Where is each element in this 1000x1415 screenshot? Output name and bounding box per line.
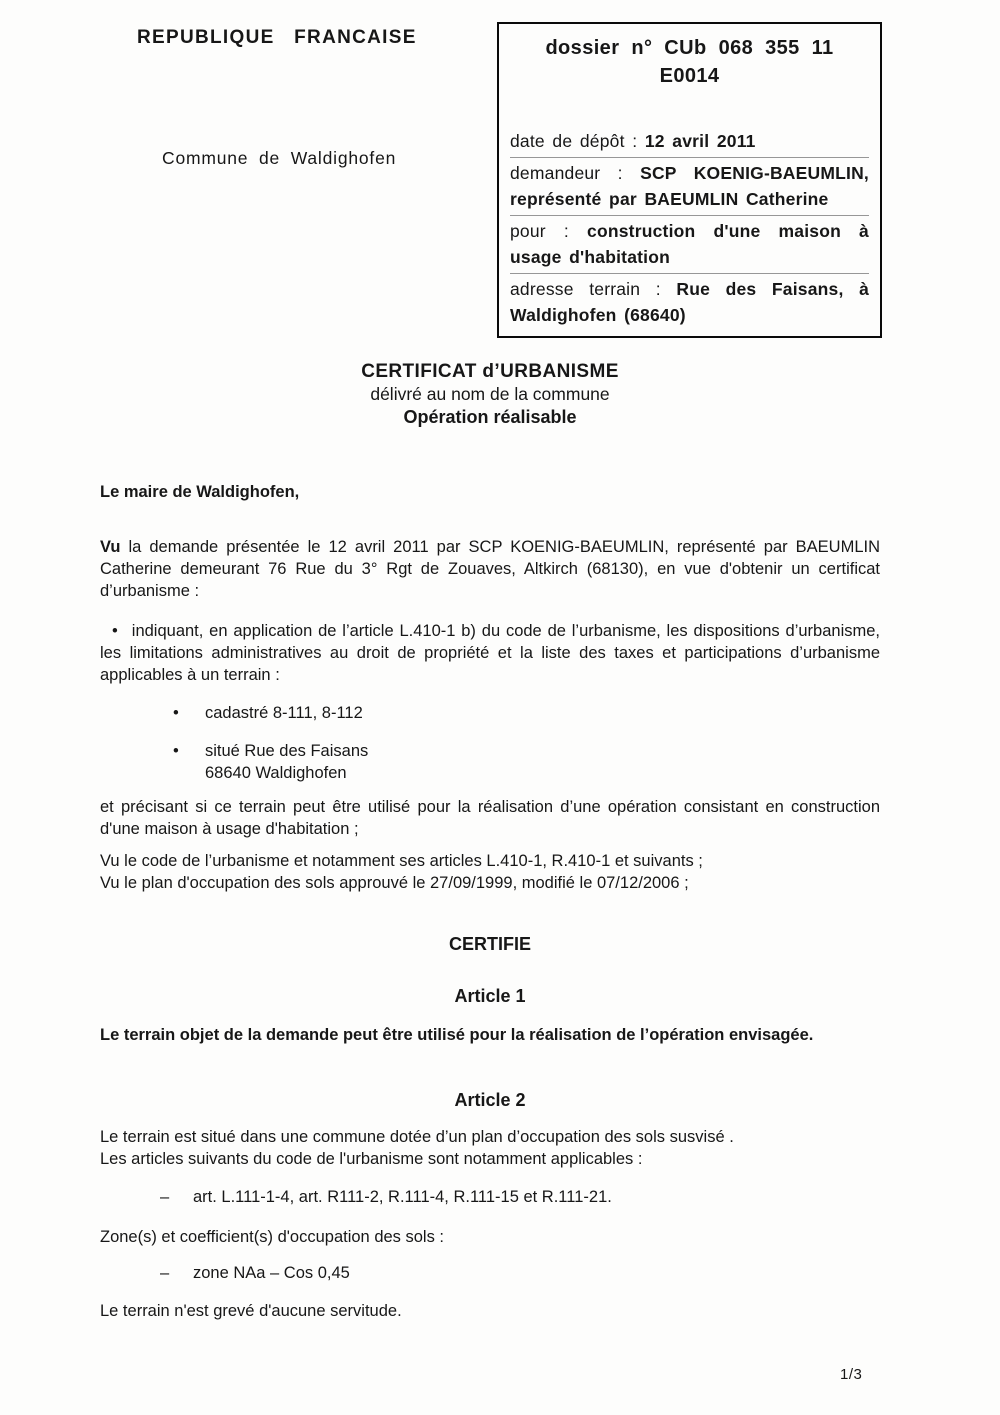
paragraph-precisant: et précisant si ce terrain peut être utilisé pour la réalisation d’une opération consistant en construction d'une maison à usage d'habitation ; <box>100 798 880 838</box>
field-pour-label: pour : <box>510 221 588 241</box>
article-2-paragraph <box>100 1126 880 1170</box>
servitude-text: Le terrain n'est grevé d'aucune servitude. <box>100 1302 402 1320</box>
sub-bullet-situe-line2: 68640 Waldighofen <box>205 764 347 782</box>
zones-label: Zone(s) et coefficient(s) d'occupation des sols : <box>100 1228 445 1246</box>
paragraph-vu-demande <box>100 536 880 602</box>
document-title <box>100 360 880 429</box>
dash-item-articles <box>160 1186 880 1208</box>
bullet-icon: • <box>173 704 179 722</box>
document-title-line2: délivré au nom de la commune <box>370 384 610 404</box>
dossier-number <box>510 34 869 90</box>
dossier-number-line2: E0014 <box>659 65 720 87</box>
dash-icon: – <box>160 1188 170 1206</box>
field-adresse-terrain-value: Rue des Faisans, à Waldighofen (68640) <box>510 279 869 325</box>
bullet-icon: • <box>112 622 118 640</box>
field-demandeur <box>510 157 869 215</box>
article-1-text: Le terrain objet de la demande peut être utilisé pour la réalisation de l’opération envisagée. <box>100 1026 814 1044</box>
dossier-fields <box>510 126 869 331</box>
document-body <box>100 360 880 1322</box>
bullet-icon: • <box>173 742 179 760</box>
document-title-line3: Opération réalisable <box>403 407 577 427</box>
heading-article-1: Article 1 <box>454 986 526 1006</box>
sub-bullet-situe-line1: situé Rue des Faisans <box>205 742 369 760</box>
sub-bullet-cadastre <box>173 702 880 724</box>
vu-rest: la demande présentée le 12 avril 2011 par SCP KOENIG-BAEUMLIN, représenté par BAEUMLIN Catherine demeurant 76 Rue du 3° Rgt de Zouaves, Altkirch (68130), en vue d'obtenir un certificat d’urbanisme : <box>100 538 880 600</box>
article-2-line2: Les articles suivants du code de l'urbanisme sont notamment applicables : <box>100 1150 643 1168</box>
field-pour-value: construction d'une maison à usage d'habitation <box>510 221 869 267</box>
vu-lead: Vu <box>100 538 121 556</box>
paragraph-vu-plan: Vu le plan d'occupation des sols approuvé le 27/09/1999, modifié le 07/12/2006 ; <box>100 874 689 892</box>
bullet-indiquant <box>100 620 880 686</box>
sub-bullet-cadastre-text: cadastré 8-111, 8-112 <box>205 704 363 722</box>
salutation: Le maire de Waldighofen, <box>100 483 300 501</box>
paragraph-vu-code: Vu le code de l’urbanisme et notamment ses articles L.410-1, R.410-1 et suivants ; <box>100 852 703 870</box>
dash-icon: – <box>160 1264 170 1282</box>
republic-title: REPUBLIQUE FRANCAISE <box>137 27 417 48</box>
bullet-indiquant-text: indiquant, en application de l’article L.410-1 b) du code de l’urbanisme, les dispositions d’urbanisme, les limitations administratives au droit de propriété et la liste des taxes et participations d’urbanisme applicables à un terrain : <box>100 622 880 684</box>
dash-item-zone <box>160 1262 880 1284</box>
field-adresse-terrain-label: adresse terrain : <box>510 279 677 299</box>
field-demandeur-label: demandeur : <box>510 163 641 183</box>
field-date-depot-label: date de dépôt : <box>510 131 645 151</box>
dash-item-articles-text: art. L.111-1-4, art. R111-2, R.111-4, R.111-15 et R.111-21. <box>193 1188 612 1206</box>
commune-name: Commune de Waldighofen <box>162 148 397 168</box>
heading-certifie: CERTIFIE <box>448 934 531 954</box>
dossier-box <box>497 22 882 338</box>
heading-article-2: Article 2 <box>454 1090 526 1110</box>
article-2-line1: Le terrain est situé dans une commune dotée d’un plan d’occupation des sols susvisé . <box>100 1128 734 1146</box>
dash-item-zone-text: zone NAa – Cos 0,45 <box>193 1264 350 1282</box>
document-title-line1: CERTIFICAT d’URBANISME <box>361 361 619 382</box>
field-demandeur-value: SCP KOENIG-BAEUMLIN, représenté par BAEUMLIN Catherine <box>510 163 869 209</box>
sub-bullet-situe-text <box>205 740 368 784</box>
dossier-number-line1: dossier n° CUb 068 355 11 <box>545 37 834 59</box>
field-adresse-terrain <box>510 273 869 331</box>
page-number: 1/3 <box>840 1366 863 1383</box>
sub-bullet-situe <box>173 740 880 784</box>
field-pour <box>510 215 869 273</box>
field-date-depot <box>510 126 869 157</box>
field-date-depot-value: 12 avril 2011 <box>644 131 756 151</box>
